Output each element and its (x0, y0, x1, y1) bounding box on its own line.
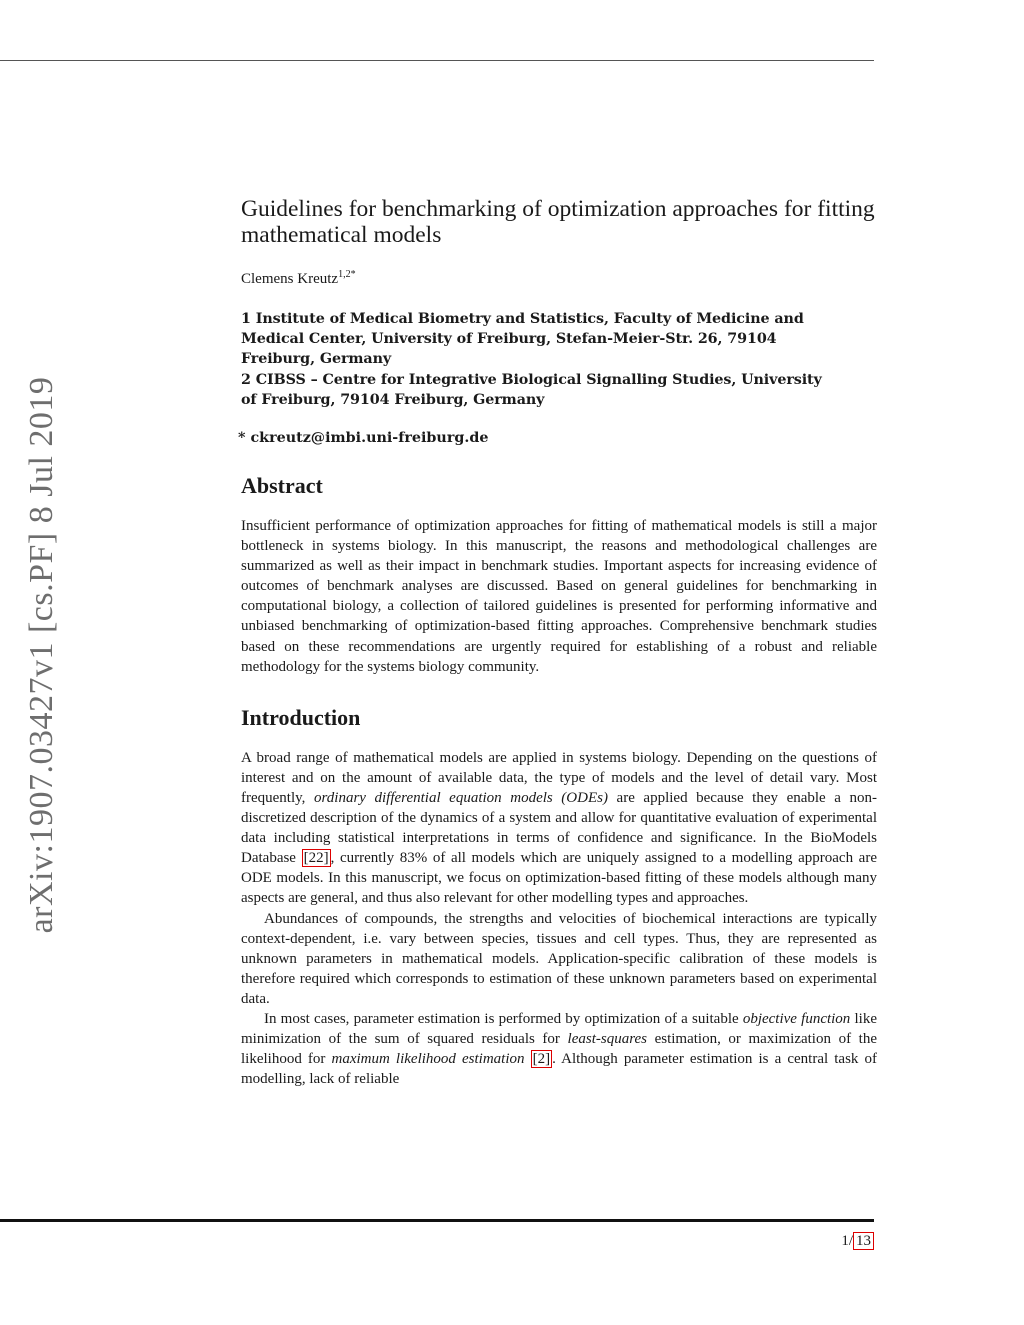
emphasis-odes: ordinary differential equation models (ODEs) (314, 789, 608, 806)
affiliation-1-line-2: Medical Center, University of Freiburg, Stefan-Meier-Str. 26, 79104 (241, 331, 777, 348)
citation-link-22[interactable]: [22] (303, 850, 329, 867)
page-total-link[interactable]: 13 (853, 1232, 874, 1250)
introduction-heading: Introduction (241, 704, 361, 730)
affiliation-1-line-3: Freiburg, Germany (241, 351, 392, 368)
author-name: Clemens Kreutz (241, 271, 339, 287)
author-affiliation-marks: 1,2* (338, 269, 356, 280)
citation-link-2[interactable]: [2] (532, 1051, 551, 1068)
affiliations (241, 309, 877, 410)
abstract-heading: Abstract (241, 473, 323, 499)
affiliation-2-line-2: of Freiburg, 79104 Freiburg, Germany (241, 391, 545, 408)
top-rule (0, 60, 874, 61)
author-line (241, 269, 877, 288)
corresponding-email: * ckreutz@imbi.uni-freiburg.de (238, 430, 489, 447)
affiliation-2-line-1: 2 CIBSS – Centre for Integrative Biological Signalling Studies, University (241, 371, 822, 388)
page-current: 1 (841, 1233, 849, 1249)
paper-content (238, 196, 877, 1089)
bottom-rule (0, 1219, 874, 1222)
abstract-text: Insufficient performance of optimization approaches for fitting of mathematical models is still a major bottleneck in systems biology. In this manuscript, the reasons and methodological challenges are summarized as well as their impact in benchmark studies. Important aspects for increasing evidence of outcomes of benchmark analyses are discussed. Based on general guidelines for benchmarking in computational biology, a collection of tailored guidelines is presented for performing informative and unbiased benchmarking of optimization-based fitting approaches. Comprehensive benchmark studies based on these recommendations are urgently required for establishing of a robust and reliable methodology for the systems biology community. (241, 518, 877, 675)
intro-paragraph-3: In most cases, parameter estimation is performed by optimization of a suitable objective function like minimization of the sum of squared residuals for least-squares estimation, or maximization of the likelihood for maximum likelihood estimation [2] . Although parameter estimation is a central task of modelling, lack of reliable (241, 1010, 877, 1088)
paper-title: Guidelines for benchmarking of optimization approaches for fitting mathematical models (241, 196, 875, 248)
emphasis-mle: maximum likelihood estimation (331, 1051, 525, 1068)
emphasis-objective-function: objective function (742, 1010, 851, 1027)
page-number: 1/ 13 (841, 1233, 874, 1250)
arxiv-identifier-stamp: arXiv:1907.03427v1 [cs.PF] 8 Jul 2019 (23, 376, 60, 934)
affiliation-1-line-1: 1 Institute of Medical Biometry and Statistics, Faculty of Medicine and (241, 311, 804, 327)
emphasis-least-squares: least-squares (567, 1031, 647, 1048)
intro-paragraph-1: A broad range of mathematical models are applied in systems biology. Depending on the questions of interest and on the amount of available data, the type of models and the level of detail vary. Most frequently, ordinary differential equation models (ODEs) are applied because they enable a non-discretized description of the dynamics of a system and allow for quantitative evaluation of experimental data including statistical interpretations in terms of confidence and significance. In the BioModels Database [22] , currently 83% of all models which are uniquely assigned to a modelling approach are ODE models. In this manuscript, we focus on optimization-based fitting of these models although many aspects are general, and thus also relevant for other modelling types and approaches. (241, 749, 877, 907)
intro-paragraph-2: Abundances of compounds, the strengths and velocities of biochemical interactions are typically context-dependent, i.e. vary between species, tissues and cell types. Thus, they are represented as unknown parameters in mathematical models. Application-specific calibration of these models is therefore required which corresponds to estimation of these unknown parameters based on experimental data. (241, 910, 877, 1007)
